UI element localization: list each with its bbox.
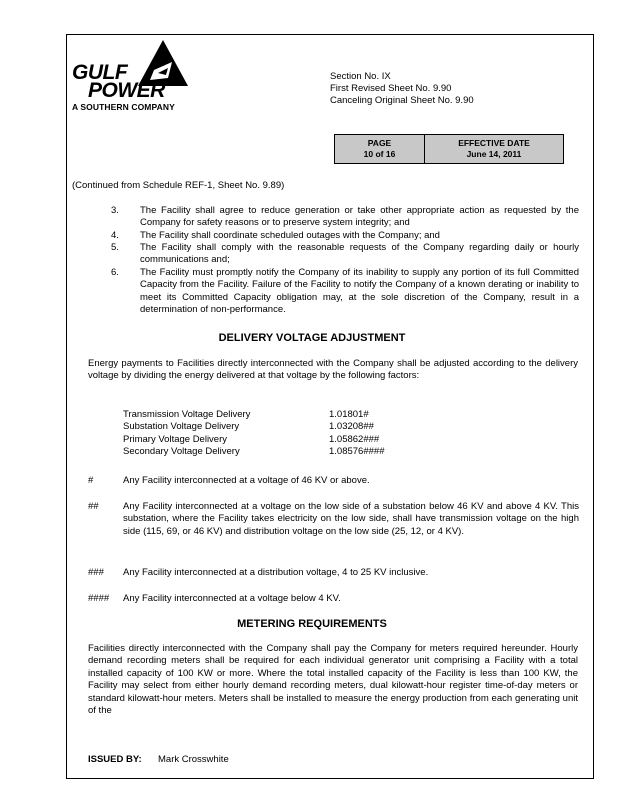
factor-label: Substation Voltage Delivery: [123, 421, 240, 433]
factor-value: 1.08576####: [329, 446, 385, 458]
logo-line-1: GULF: [72, 61, 128, 84]
factor-value: 1.05862###: [329, 433, 380, 445]
page-label: PAGE: [367, 138, 392, 148]
effective-date-cell: [425, 135, 563, 163]
continued-note: (Continued from Schedule REF-1, Sheet No. 9.89): [72, 180, 285, 191]
issued-by-label: ISSUED BY:: [88, 754, 142, 765]
section-number: Section No. IX: [330, 71, 391, 82]
item-number: 4.: [111, 230, 119, 241]
effective-date-value: June 14, 2011: [466, 149, 522, 159]
metering-body: Facilities directly interconnected with the Company shall pay the Company for meters required hereunder. Hourly demand recording meters shall be required for each individual generator unit comprising a Facility with a total installed capacity of 100 KW or more. Where the total installed capacity of the Facility is less than 100 KW, the Facility may select from either hourly demand recording meters, dual kilowatt-hour register time-of-day meters or standard kilowatt-hour meters. Meters shall be installed to measure the energy production from each generating unit of the: [88, 643, 578, 717]
item-text: The Facility shall coordinate scheduled outages with the Company; and: [140, 230, 440, 241]
factor-label: Transmission Voltage Delivery: [123, 409, 251, 420]
page-info-box: [334, 134, 564, 164]
gulf-power-logo: [72, 40, 192, 120]
page-value: 10 of 16: [363, 149, 396, 159]
note-text: Any Facility interconnected at a distribution voltage, 4 to 25 KV inclusive.: [123, 567, 429, 578]
effective-date-label: EFFECTIVE DATE: [458, 138, 530, 148]
note-text: Any Facility interconnected at a voltage below 4 KV.: [123, 593, 341, 604]
logo-line-2: POWER: [88, 79, 165, 102]
note-mark: ###: [88, 567, 104, 578]
revised-sheet: First Revised Sheet No. 9.90: [330, 83, 452, 94]
item-number: 3.: [111, 205, 119, 216]
factor-value: 1.01801#: [329, 409, 369, 420]
canceling-sheet: Canceling Original Sheet No. 9.90: [330, 95, 474, 106]
delivery-intro: Energy payments to Facilities directly interconnected with the Company shall be adjusted according to the delivery voltage by dividing the energy delivered at that voltage by the following factors:: [88, 358, 578, 382]
voltage-factors-table: [123, 409, 384, 459]
item-text: The Facility must promptly notify the Company of its inability to supply any portion of its full Committed Capacity from the Facility. Failure of the Facility to notify the Company of a known derating or inability to meet its Committed Capacity obligation may, at the sole discretion of the Company, result in a determination of non-performance.: [140, 267, 579, 316]
issued-by-name: Mark Crosswhite: [158, 754, 229, 765]
note-mark: ####: [88, 593, 110, 604]
delivery-heading: DELIVERY VOLTAGE ADJUSTMENT: [218, 332, 406, 344]
item-text: The Facility shall agree to reduce generation or take other appropriate action as requested by the Company for safety reasons or to preserve system integrity; and: [140, 205, 579, 229]
note-mark: #: [88, 475, 94, 486]
factor-label: Primary Voltage Delivery: [123, 433, 228, 445]
note-text: Any Facility interconnected at a voltage on the low side of a substation below 46 KV and above 4 KV. This substation, where the Facility takes electricity on the low side, shall have transmission voltage on the high side (115, 69, or 46 KV) and distribution voltage on the low side (25, 12, or 4 KV).: [123, 501, 579, 537]
logo-subtitle: A SOUTHERN COMPANY: [72, 102, 175, 112]
item-number: 6.: [111, 267, 119, 278]
page-cell: [335, 135, 425, 163]
factor-value: 1.03208##: [329, 421, 374, 433]
item-text: The Facility shall comply with the reasonable requests of the Company regarding daily or hourly communications and;: [140, 242, 579, 266]
factor-row: [123, 421, 384, 433]
item-number: 5.: [111, 242, 119, 253]
factor-label: Secondary Voltage Delivery: [123, 446, 240, 458]
note-mark: ##: [88, 501, 99, 512]
factor-row: [123, 446, 384, 458]
factor-row: [123, 434, 384, 446]
note-text: Any Facility interconnected at a voltage of 46 KV or above.: [123, 475, 370, 486]
factor-row: [123, 409, 384, 421]
metering-heading: METERING REQUIREMENTS: [237, 618, 387, 630]
